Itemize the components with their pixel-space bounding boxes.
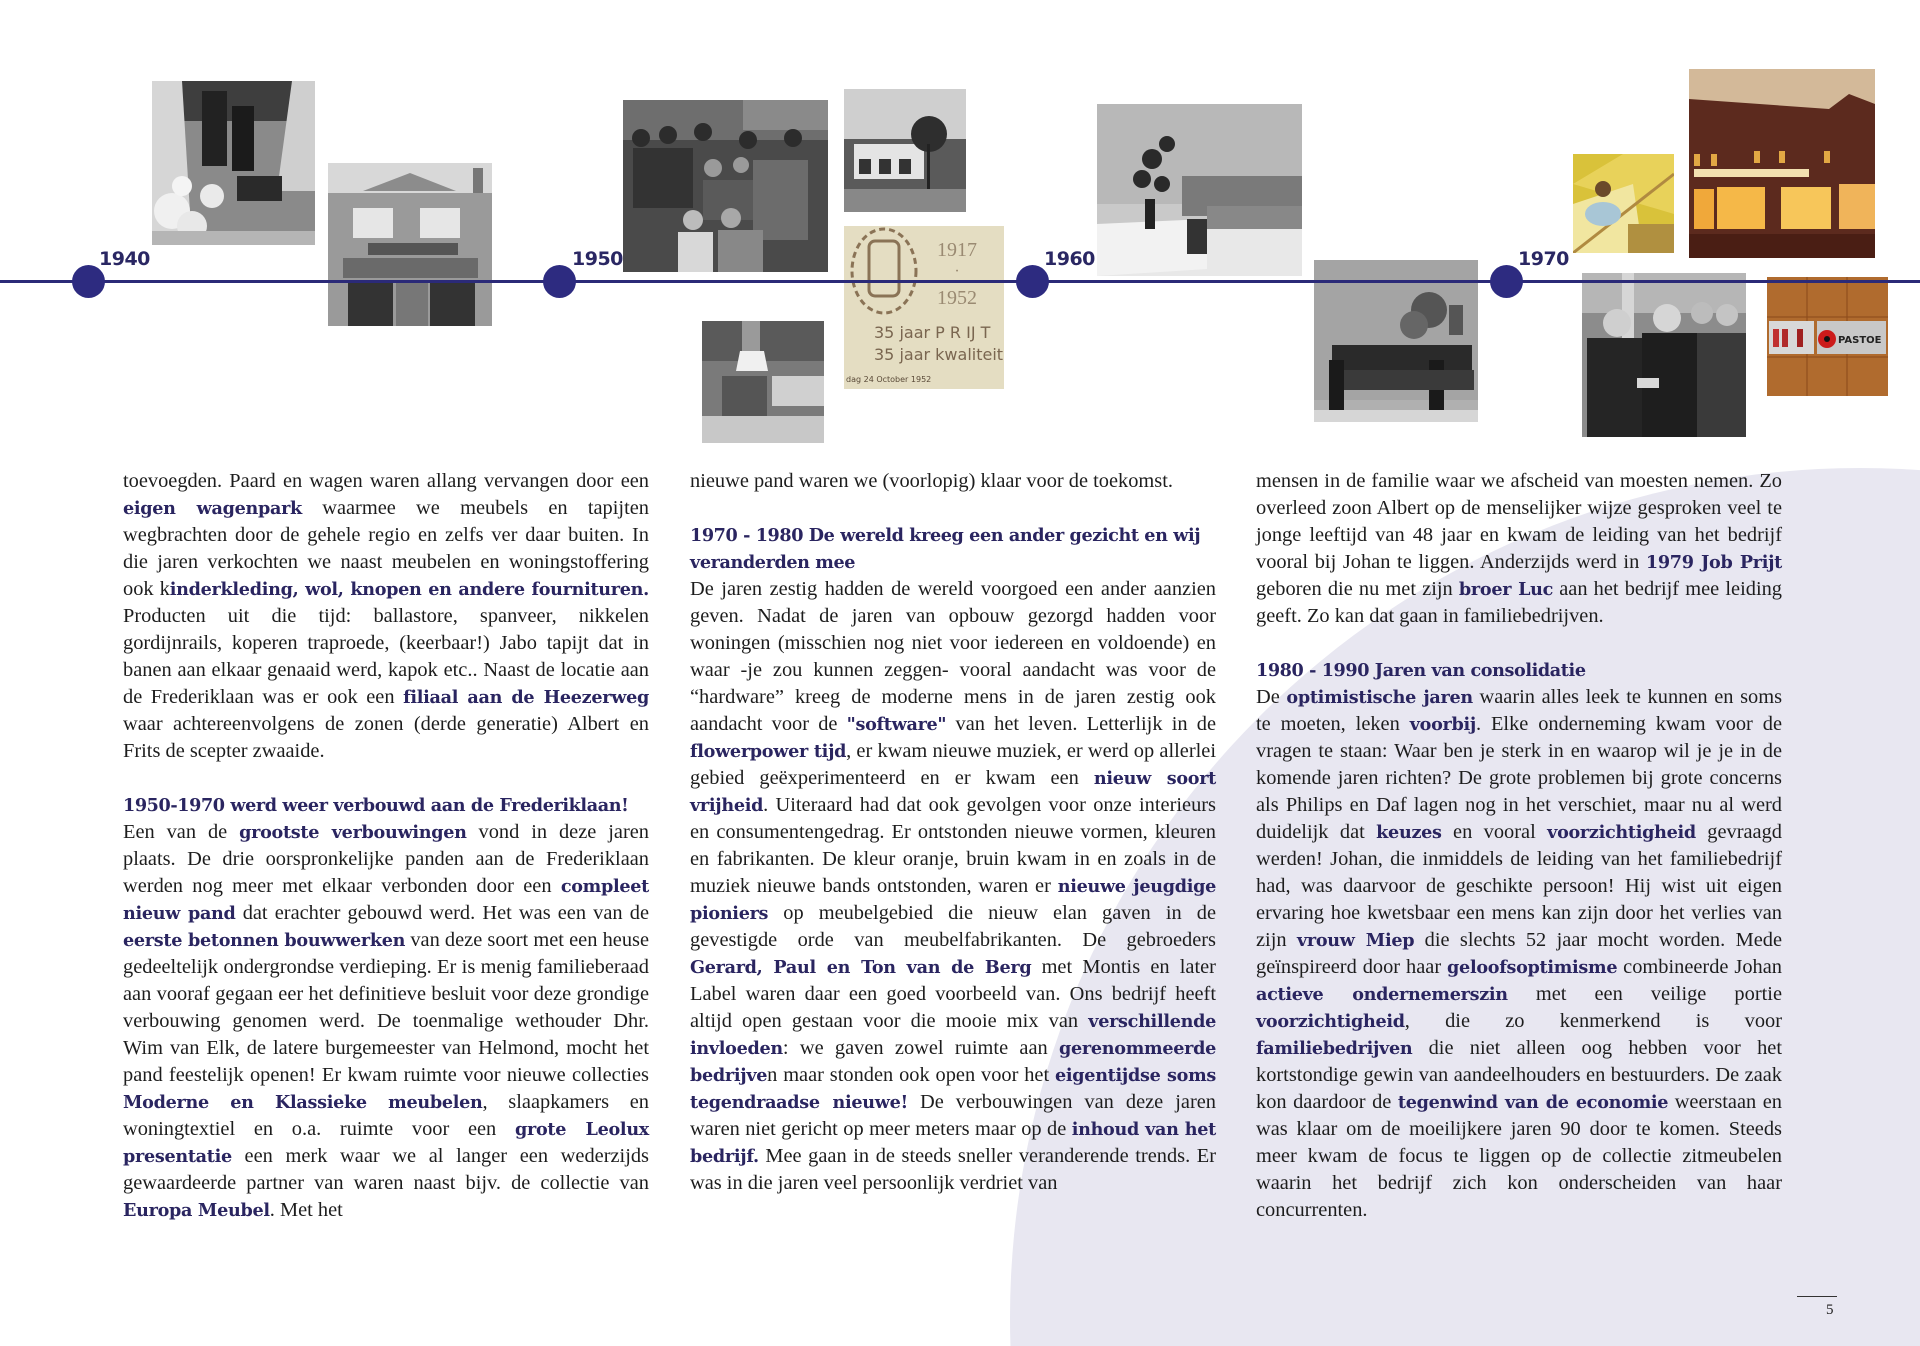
highlighted-phrase: inhoud van het bedrijf.: [690, 1119, 1217, 1167]
emblem-date: dag 24 October 1952: [846, 375, 932, 384]
highlighted-phrase: voorbij: [1409, 714, 1476, 735]
emblem-line-1: 35 jaar P R IJ T: [874, 323, 991, 342]
photo-family-group: [623, 100, 828, 272]
text-run: gevraagd werden! Johan, die inmiddels de leiding van het familiebedrijf had, was daarvoor de geschikte persoon! Hij wist uit eigen ervaring hoe kwetsbaar een mens kan zijn door het verlies van zijn: [1256, 821, 1782, 951]
timeline-year-label: 1970: [1518, 248, 1569, 270]
photo-black-armchair-1960s: [1314, 260, 1478, 422]
section-heading: 1970 - 1980 De wereld kreeg een ander gezicht en wij veranderden mee: [690, 525, 1201, 573]
body-paragraph: [1256, 684, 1782, 1224]
text-run: waar achtereenvolgens de zonen (derde generatie) Albert en Frits de scepter zwaaide.: [123, 713, 649, 762]
text-run: . Met het: [269, 1199, 343, 1221]
text-run: dat erachter gebouwd werd. Het was een van de: [235, 902, 649, 924]
highlighted-phrase: eigen wagenpark: [123, 498, 302, 519]
highlighted-phrase: verschillende invloeden: [690, 1011, 1216, 1059]
text-run: De: [1256, 686, 1287, 708]
text-run: weerstaan en was klaar om de moeilijkere jaren 90 door te komen. Steeds meer kwam de focus te liggen op de collectie zitmeubelen waarin het bedrijf zich kon onderscheiden van haar concurrenten.: [1256, 1091, 1782, 1221]
photo-store-at-night-1970s: [1689, 69, 1875, 258]
text-run: , die zo kenmerkend is voor: [1404, 1010, 1782, 1032]
text-run: combineerde Johan: [1617, 956, 1782, 978]
highlighted-phrase: Europa Meubel: [123, 1200, 270, 1221]
text-run: van deze soort met een heuse gedeeltelijk ondergrondse verdieping. Er is menig familieberaad aan vooraf gegaan eer het definitieve besluit voor deze grondige verbouwing genomen werd. De toenmalige wethouder Dhr. Wim van Elk, de latere burgemeester van Helmond, mocht het pand feestelijk openen! Er kwam ruimte voor nieuwe collecties: [123, 929, 649, 1086]
text-run: De jaren zestig hadden de wereld voorgoed een ander aanzien geven. Nadat de jaren van opbouw gezorgd hadden voor woningen (misschien nog niet voor iedereen en voldoende) en waar -je zou kunnen zeggen- vooral aandacht was voor de “hardware” kreeg de moderne mens in de jaren zestig ook aandacht voor de: [690, 578, 1216, 735]
highlighted-phrase: compleet nieuw pand: [123, 876, 649, 924]
highlighted-phrase: tegenwind van de economie: [1397, 1092, 1669, 1113]
body-paragraph: [690, 576, 1216, 1197]
text-column-middle: [690, 468, 1216, 1197]
highlighted-phrase: flowerpower tijd: [690, 741, 847, 762]
text-run: vond in deze jaren plaats. De drie oorspronkelijke panden aan de Frederiklaan werden nog meer met elkaar verbonden door een: [123, 821, 649, 897]
text-run: n maar stonden ook open voor het: [767, 1064, 1056, 1086]
text-run: : we gaven zowel ruimte aan: [782, 1037, 1060, 1059]
photo-pastoe-cabinet: [1767, 277, 1888, 396]
body-paragraph: [1256, 468, 1782, 630]
text-run: die slechts 52 jaar mocht worden. Mede geïnspireerd door haar: [1256, 929, 1782, 978]
emblem-line-2: 35 jaar kwaliteit: [874, 345, 1004, 364]
page-number: 5: [1826, 1302, 1834, 1318]
highlighted-phrase: nieuwe jeugdige pioniers: [690, 876, 1216, 924]
highlighted-phrase: grote Leolux presentatie: [123, 1119, 649, 1167]
text-run: aan het bedrijf mee leiding geeft. Zo kan dat gaan in familiebedrijven.: [1256, 578, 1783, 627]
emblem-year-end: 1952: [937, 287, 977, 309]
highlighted-phrase: vrouw Miep: [1296, 930, 1415, 951]
highlighted-phrase: geloofsoptimisme: [1447, 957, 1618, 978]
text-run: , er kwam nieuwe muziek, er werd op allerlei gebied geëxperimenteerd en er kwam een: [690, 740, 1216, 789]
highlighted-phrase: filiaal aan de Heezerweg: [403, 687, 649, 708]
text-run: waarmee we meubels en tapijten wegbrachten door de gehele regio en zelfs ver daar buiten. In die jaren verkochten we naast meubelen en woningstoffering ook k: [123, 497, 649, 600]
highlighted-phrase: gerenommeerde bedrijve: [690, 1038, 1216, 1086]
paragraph-spacer: [123, 765, 649, 792]
emblem-dot: ·: [954, 263, 960, 280]
timeline-year-label: 1950: [572, 248, 623, 270]
body-paragraph: [690, 468, 1216, 495]
text-run: , slaapkamers en woningtextiel en o.a. ruimte voor een: [123, 1091, 649, 1140]
photo-shop-facade-1940s: [328, 163, 492, 326]
text-run: mensen in de familie waar we afscheid van moesten nemen. Zo overleed zoon Albert op de menselijker wijze gesproken veel te jonge leeftijd van 48 jaar en kwam de leiding van het bedrijf vooral bij Johan te liggen. Anderzijds werd in: [1256, 470, 1782, 573]
timeline-year-label: 1960: [1044, 248, 1095, 270]
highlighted-phrase: voorzichtigheid: [1547, 822, 1696, 843]
page-number-rule: [1797, 1296, 1837, 1297]
highlighted-phrase: optimistische jaren: [1286, 687, 1473, 708]
body-paragraph: [123, 468, 649, 765]
text-run: De verbouwingen van deze jaren waren niet gericht op meer meters maar op de: [690, 1091, 1217, 1140]
highlighted-phrase: actieve ondernemerszin: [1256, 984, 1508, 1005]
text-run: en vooral: [1441, 821, 1548, 843]
body-paragraph: [123, 819, 649, 1224]
section-heading: 1980 - 1990 Jaren van consolidatie: [1256, 660, 1586, 681]
highlighted-phrase: eerste betonnen bouwwerken: [123, 930, 406, 951]
highlighted-phrase: eigentijdse soms tegendraadse nieuwe!: [690, 1065, 1216, 1113]
paragraph-spacer: [690, 495, 1216, 522]
pastoe-label: PASTOE: [1838, 335, 1882, 346]
text-run: van het leven. Letterlijk in de: [946, 713, 1216, 735]
photo-handshake-opening: [1582, 273, 1746, 437]
text-run: waarin alles leek te kunnen en soms te moeten, leken: [1256, 686, 1783, 735]
photo-showroom-interior-1950s: [702, 321, 824, 443]
text-run: geboren die nu met zijn: [1256, 578, 1459, 600]
highlighted-phrase: nieuw soort vrijheid: [690, 768, 1217, 816]
highlighted-phrase: voorzichtigheid: [1256, 1011, 1405, 1032]
text-run: Een van de: [123, 821, 240, 843]
highlighted-phrase: inderkleding, wol, knopen en andere fournituren.: [169, 579, 649, 600]
text-run: toevoegden. Paard en wagen waren allang vervangen door een: [123, 470, 649, 492]
photo-modern-sofa-1960s: [1097, 104, 1302, 276]
text-run: met een veilige portie: [1507, 983, 1782, 1005]
timeline-year-label: 1940: [99, 248, 150, 270]
photo-yellow-chair-1970s: [1573, 154, 1674, 253]
highlighted-phrase: keuzes: [1376, 822, 1442, 843]
highlighted-phrase: familiebedrijven: [1256, 1038, 1413, 1059]
photo-showroom-interior-1940s: [152, 81, 315, 245]
highlighted-phrase: Gerard, Paul en Ton van de Berg: [690, 957, 1032, 978]
text-run: met Montis en later Label waren daar een goed voorbeeld van. Ons bedrijf heeft altijd open gestaan voor die mooie mix van: [690, 956, 1216, 1032]
text-run: die niet alleen oog hebben voor het kortstondige gewin van aandeelhouders en bestuurders. De zaak kon daardoor de: [1256, 1037, 1782, 1113]
text-run: op meubelgebied die nieuw elan gaven in de gevestigde orde van meubelfabrikanten. De gebroeders: [690, 902, 1216, 951]
text-run: . Uiteraard had dat ook gevolgen voor onze interieurs en consumentengedrag. Er ontstonden nieuwe vormen, kleuren en fabrikanten. De kleur oranje, bruin kwam in en zoals in de muziek nieuwe bands ontstonden, waren er: [690, 794, 1216, 897]
photo-anniversary-emblem: [844, 226, 1004, 389]
highlighted-phrase: grootste verbouwingen: [239, 822, 467, 843]
highlighted-phrase: Moderne en Klassieke meubelen: [123, 1092, 483, 1113]
text-run: Producten uit die tijd: ballastore, spanveer, nikkelen gordijnrails, koperen traproede, (keerbaar!) Jabo tapijt dat in banen aan elkaar genaaid werd, kapok etc.. Naast de locatie aan de Frederiklaan was er ook een: [123, 605, 649, 708]
section-heading: 1950-1970 werd weer verbouwd aan de Frederiklaan!: [123, 795, 629, 816]
text-run: nieuwe pand waren we (voorlopig) klaar voor de toekomst.: [690, 470, 1173, 492]
highlighted-phrase: broer Luc: [1458, 579, 1554, 600]
emblem-year-start: 1917: [937, 239, 977, 261]
photo-street-building-1950s: [844, 89, 966, 212]
text-run: een merk waar we al langer een wederzijds gewaardeerde partner van waren naast bijv. de collectie van: [123, 1145, 649, 1194]
text-column-left: [123, 468, 649, 1224]
paragraph-spacer: [1256, 630, 1782, 657]
highlighted-phrase: 1979 Job Prijt: [1645, 552, 1782, 573]
text-run: Mee gaan in de steeds sneller veranderende trends. Er was in die jaren veel persoonlijk verdriet van: [690, 1145, 1216, 1194]
highlighted-phrase: "software": [846, 714, 947, 735]
text-column-right: [1256, 468, 1782, 1224]
timeline-line: [0, 280, 1920, 283]
text-run: . Elke onderneming kwam voor de vragen te staan: Waar ben je sterk in en waarop wil je je in de komende jaren richten? De grote problemen bij grote concerns als Philips en Daf lagen nog in het verschiet, maar nu al werd duidelijk dat: [1256, 713, 1782, 843]
